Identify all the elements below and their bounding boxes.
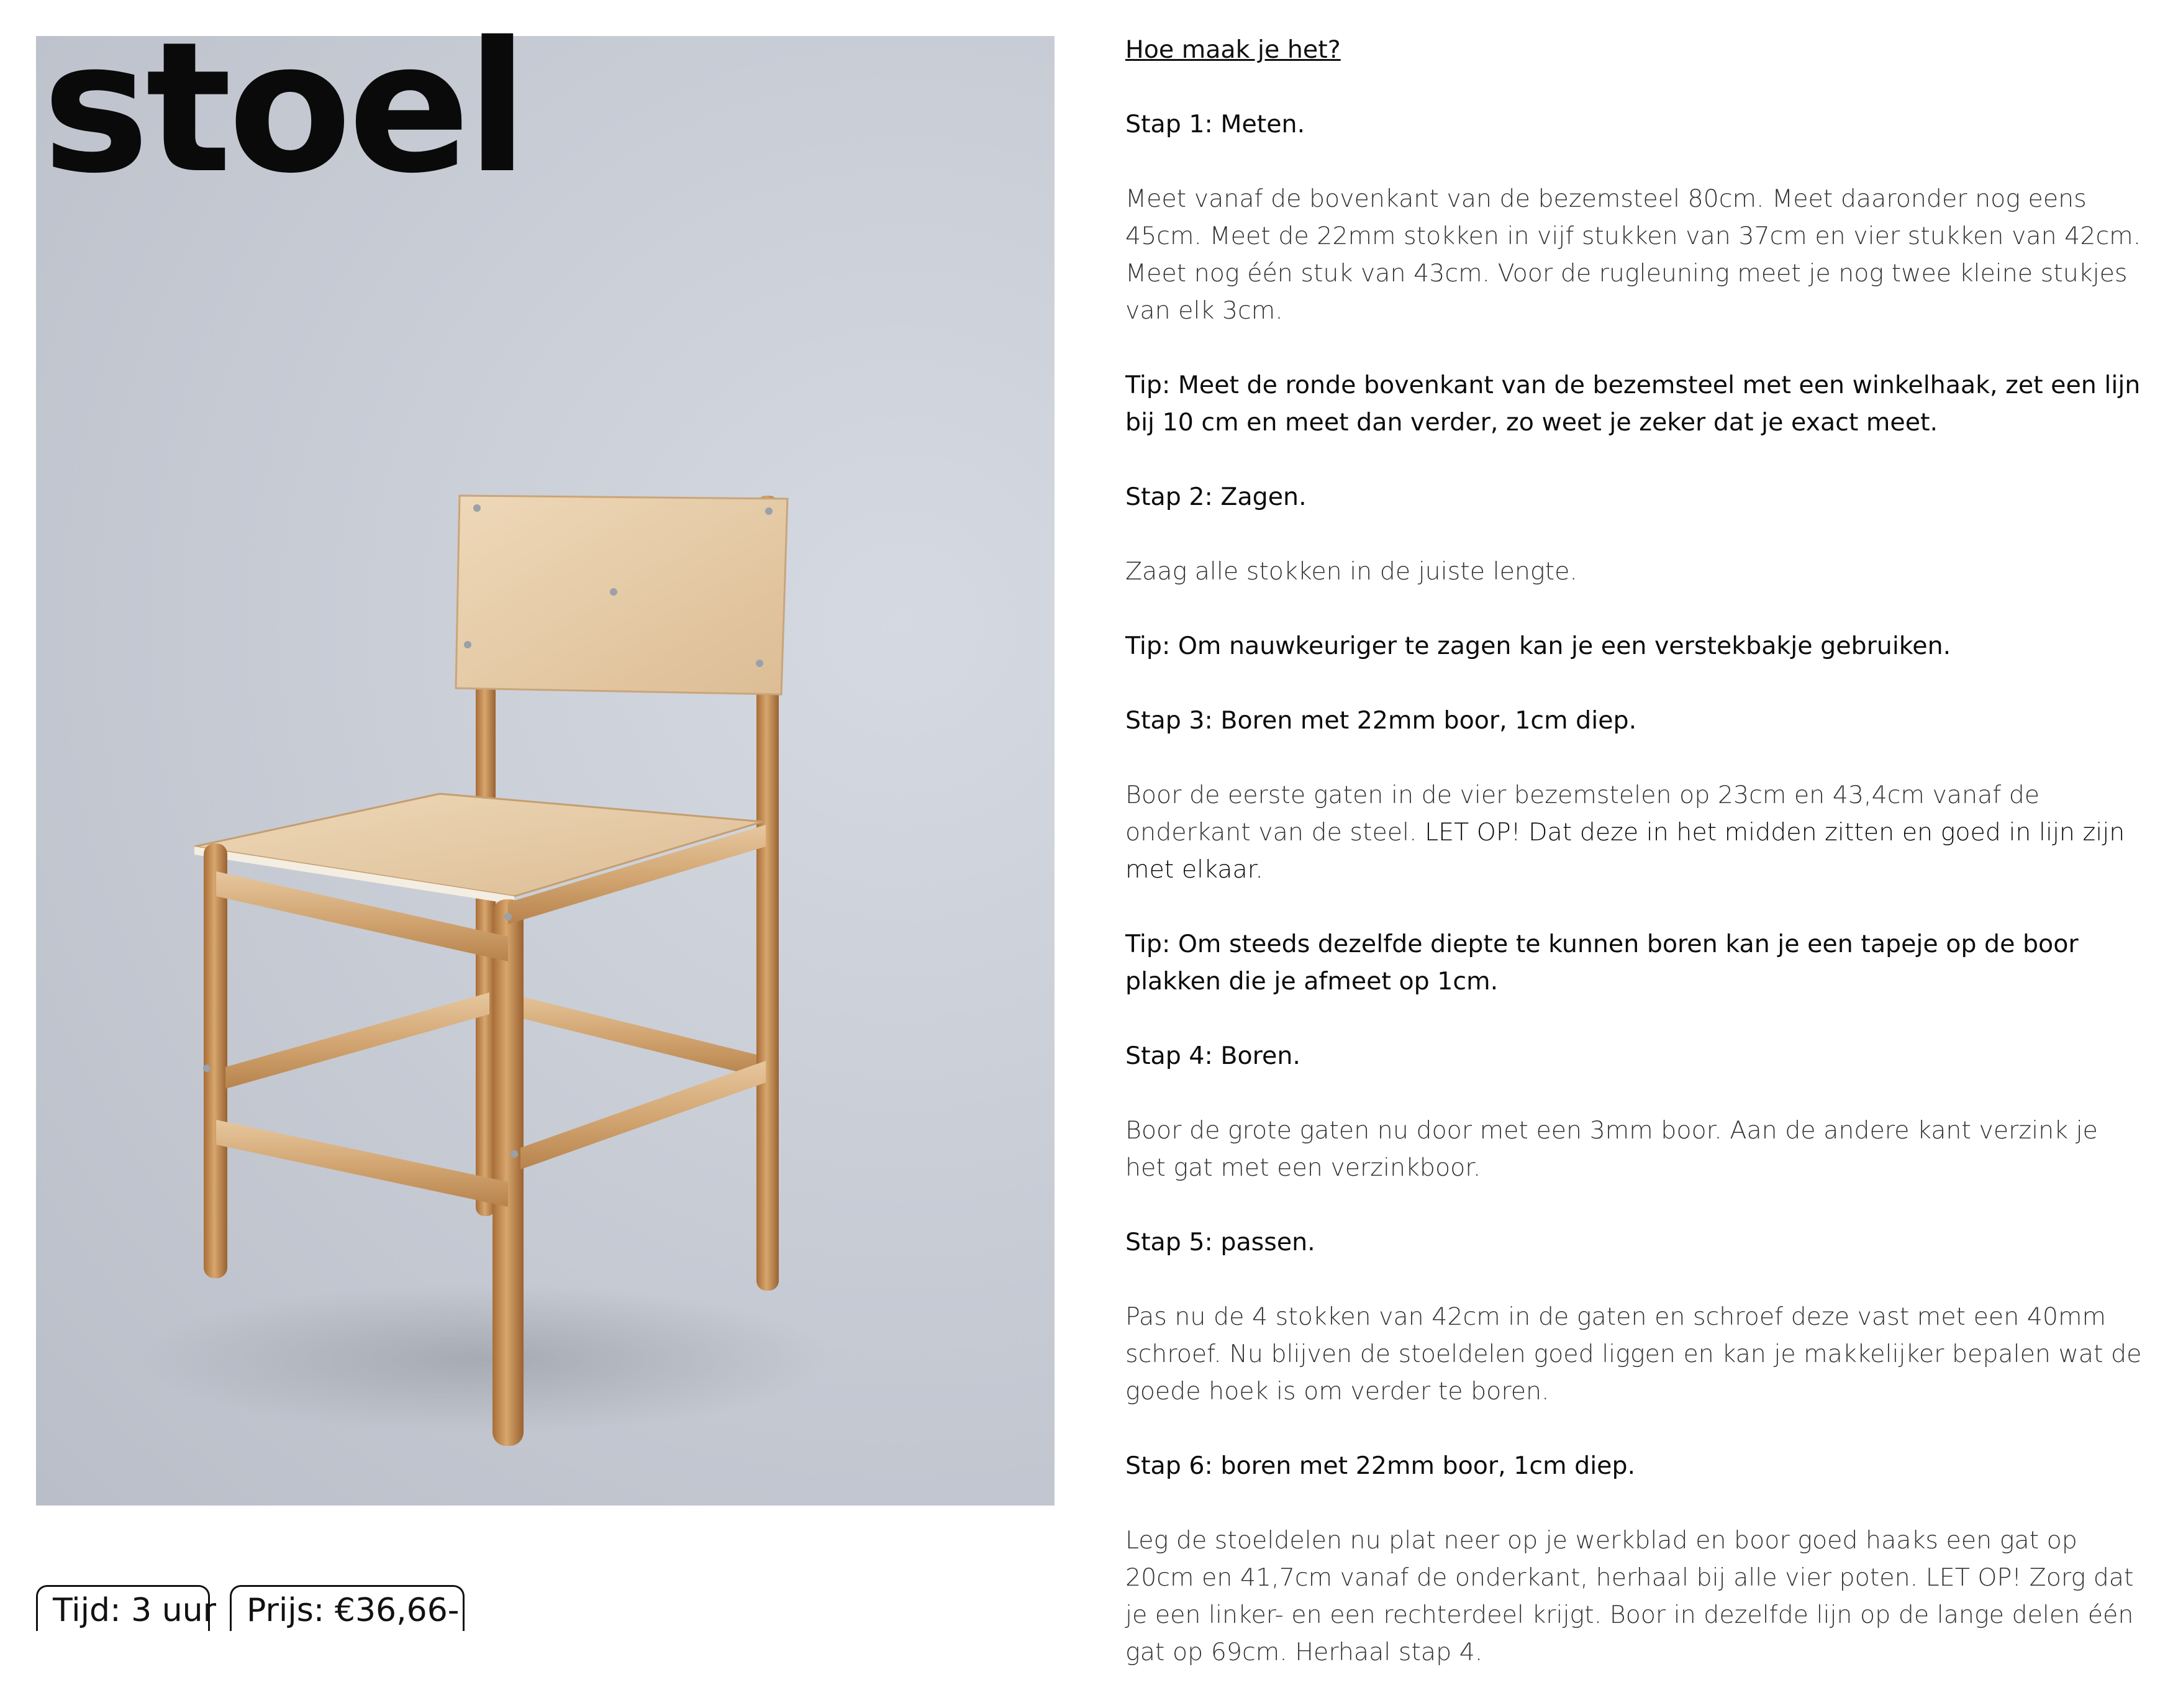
chair-photo xyxy=(36,36,1055,1506)
step-6-body: Leg de stoeldelen nu plat neer op je werkblad en boor goed haaks een gat op 20cm en 41,7cm vanaf de onderkant, herhaal bij alle vier poten. LET OP! Zorg dat je een linker- en een rechterdeel krijgt. Boor in dezelfde lijn op de lange delen één gat op 69cm. Herhaal stap 4. xyxy=(1125,1526,2134,1666)
instructions xyxy=(1125,31,2144,1708)
step-1-tip: Tip: Meet de ronde bovenkant van de bezemsteel met een winkelhaak, zet een lijn bij 10 cm en meet dan verder, zo weet je zeker dat je exact meet. xyxy=(1125,371,2141,437)
step-4-body: Boor de grote gaten nu door met een 3mm boor. Aan de andere kant verzink je het gat met een verzinkboor. xyxy=(1125,1116,2098,1182)
step-3-warning: LET OP! Dat deze in het midden zitten en goed in lijn zijn met elkaar. xyxy=(1125,818,2125,884)
floor-shadow xyxy=(135,1284,831,1433)
back-low-rail xyxy=(492,989,756,1076)
time-badge: Tijd: 3 uur xyxy=(36,1585,210,1631)
step-1-body: Meet vanaf de bovenkant van de bezemsteel 80cm. Meet daaronder nog eens 45cm. Meet de 22mm stokken in vijf stukken van 37cm en vier stukken van 42cm. Meet nog één stuk van 43cm. Voor de rugleuning meet je nog twee kleine stukjes van elk 3cm. xyxy=(1125,184,2141,325)
step-2-title: Stap 2: Zagen. xyxy=(1125,483,1307,511)
chair-illustration xyxy=(36,36,1055,1506)
front-low-rail xyxy=(216,1120,508,1207)
step-4-title: Stap 4: Boren. xyxy=(1125,1042,1300,1070)
step-5-body: Pas nu de 4 stokken van 42cm in de gaten en schroef deze vast met een 40mm schroef. Nu blijven de stoeldelen goed liggen en kan je makkelijker bepalen wat de goede hoek is om verder te boren. xyxy=(1125,1302,2142,1406)
front-left-leg xyxy=(204,843,227,1278)
step-3-body-text: Boor de eerste gaten in de vier bezemstelen op 23cm en 43,4cm vanaf de onderkant van de steel. xyxy=(1125,781,2040,847)
front-right-leg xyxy=(492,899,524,1446)
step-2-tip: Tip: Om nauwkeuriger te zagen kan je een verstekbakje gebruiken. xyxy=(1125,632,1951,660)
step-2-body: Zaag alle stokken in de juiste lengte. xyxy=(1125,557,1577,586)
page-title: stoel xyxy=(42,4,525,213)
instructions-heading: Hoe maak je het? xyxy=(1125,35,1341,64)
left-low-rail xyxy=(225,993,489,1089)
step-3-tip: Tip: Om steeds dezelfde diepte te kunnen boren kan je een tapeje op de boor plakken die je afmeet op 1cm. xyxy=(1125,930,2079,996)
step-6-title: Stap 6: boren met 22mm boor, 1cm diep. xyxy=(1125,1451,1636,1480)
step-5-title: Stap 5: passen. xyxy=(1125,1228,1315,1256)
step-3-title: Stap 3: Boren met 22mm boor, 1cm diep. xyxy=(1125,706,1637,735)
backrest xyxy=(456,496,787,694)
step-1-title: Stap 1: Meten. xyxy=(1125,110,1305,139)
step-3-body xyxy=(1125,776,2144,888)
seat xyxy=(194,794,763,896)
right-low-rail xyxy=(520,1061,766,1170)
price-badge: Prijs: €36,66- xyxy=(230,1585,465,1631)
